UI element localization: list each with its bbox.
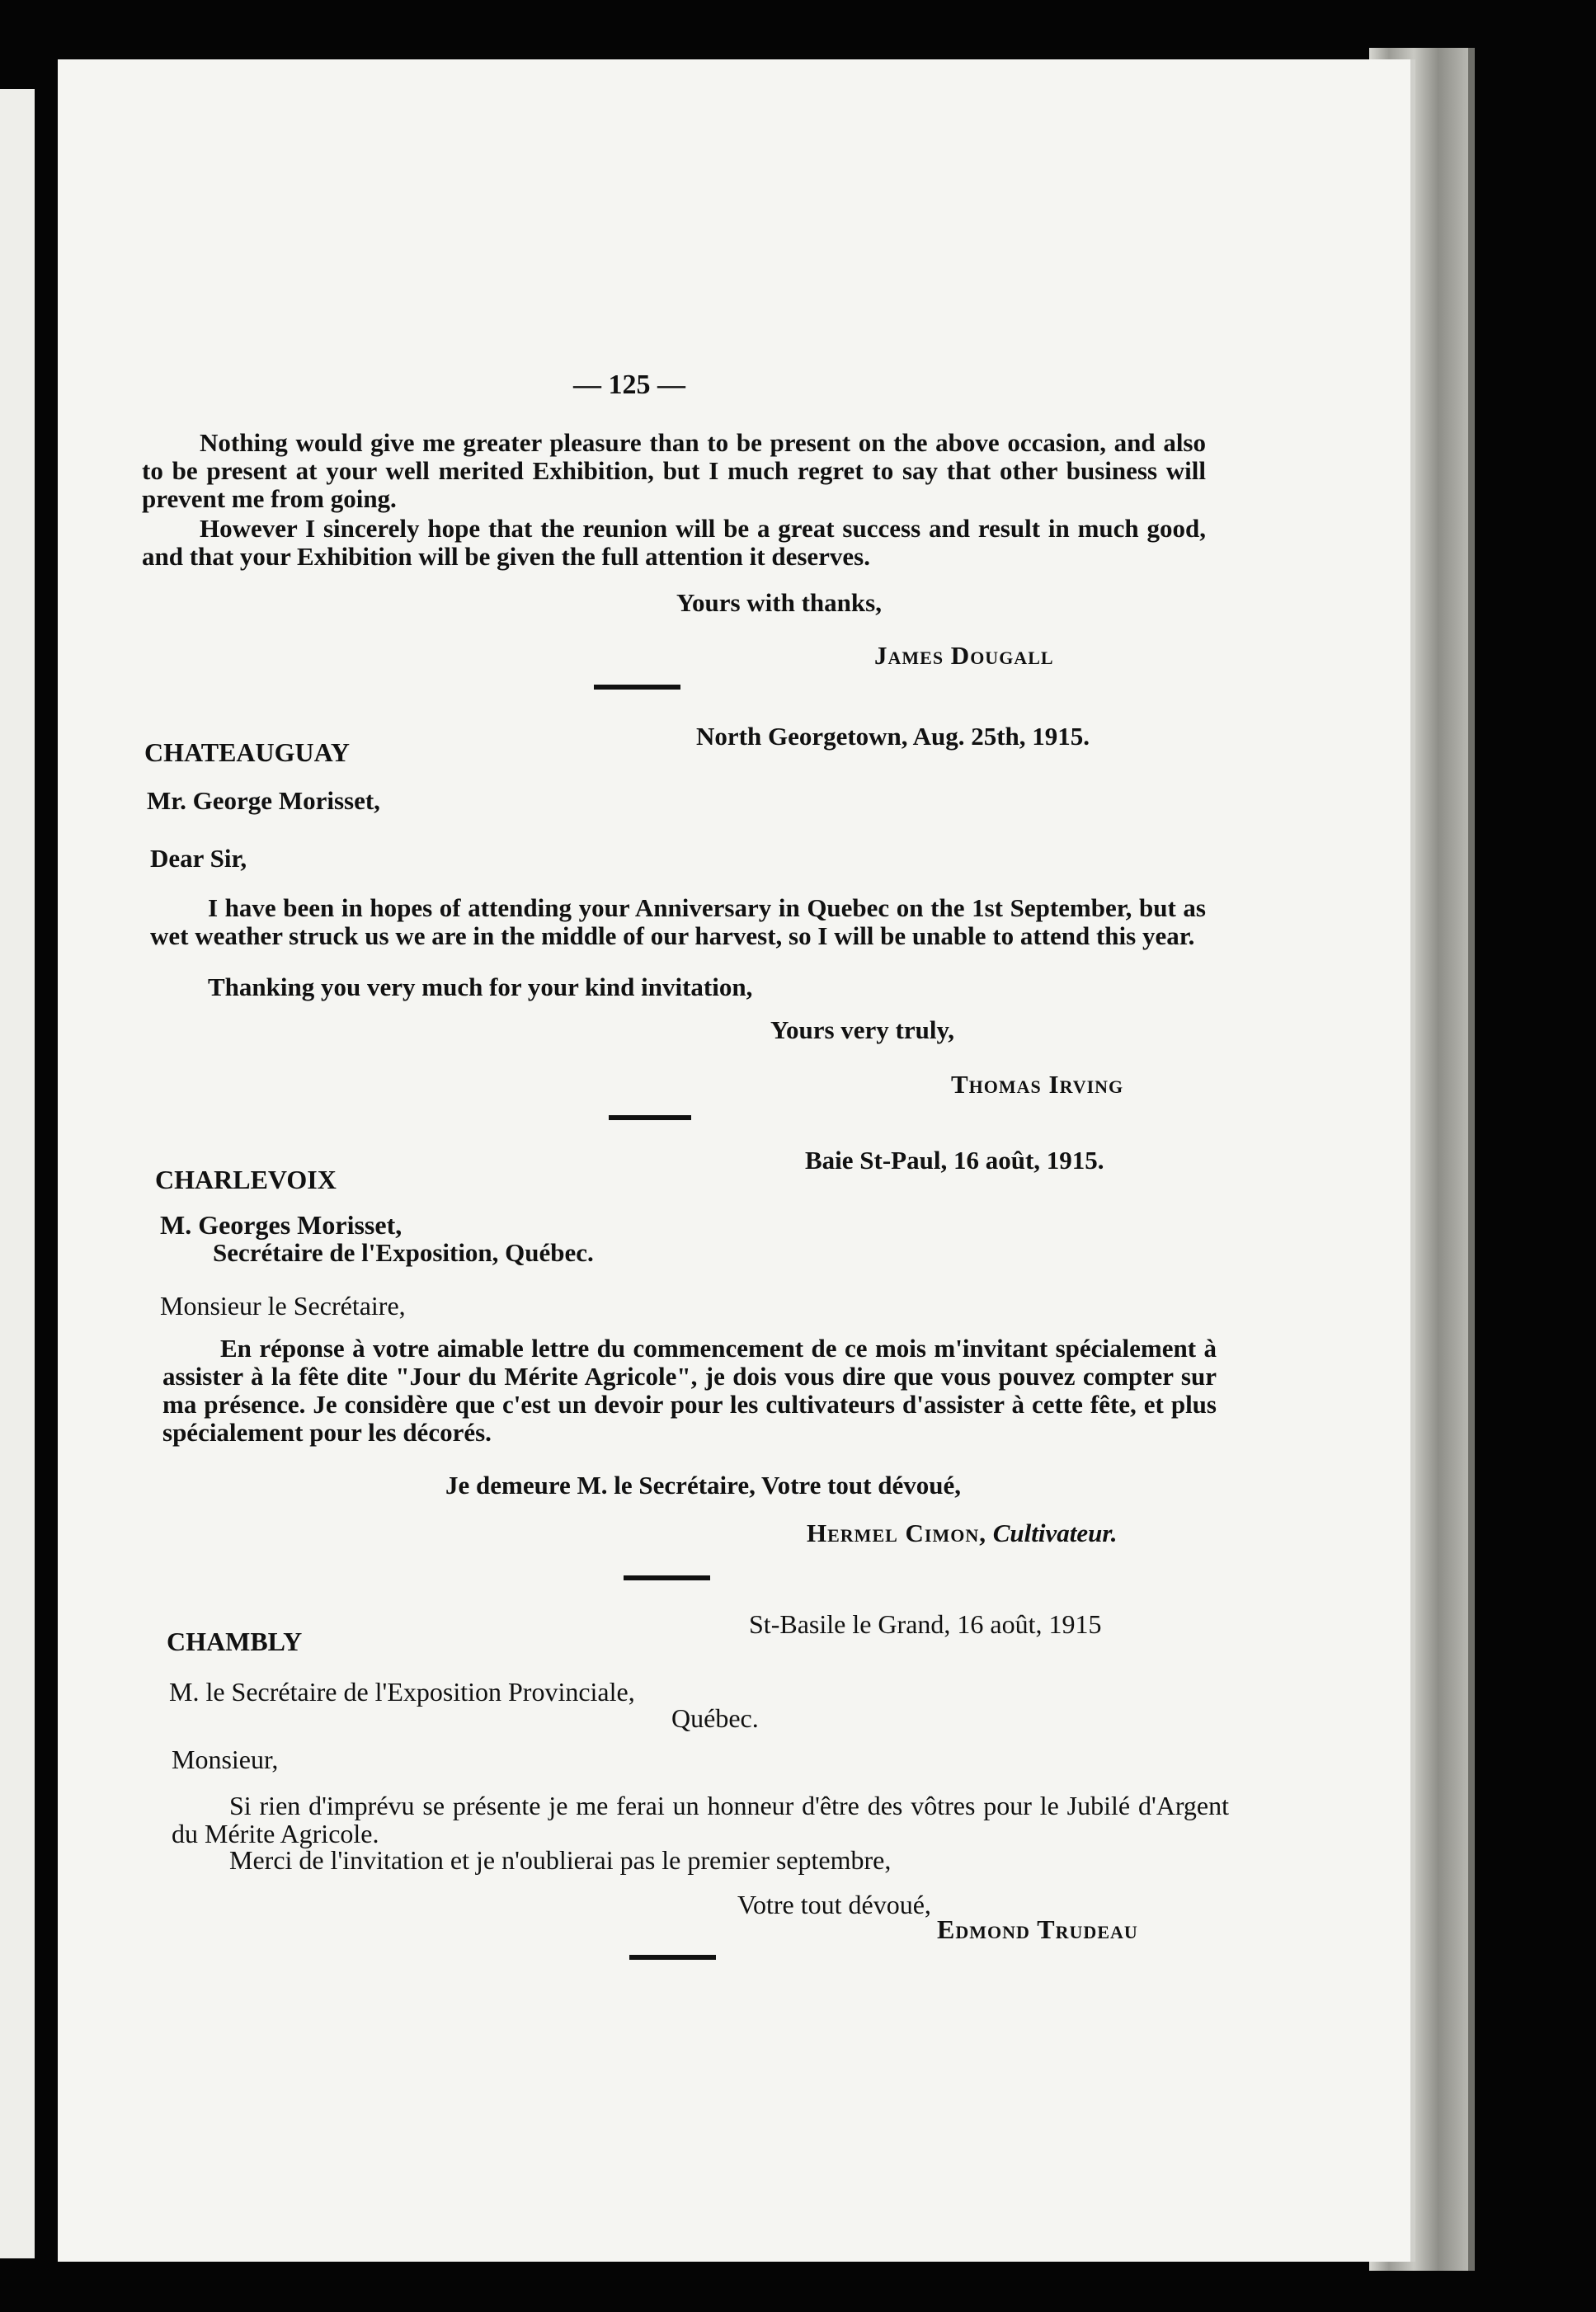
letter3-closing: Je demeure M. le Secrétaire, Votre tout dévoué, [445, 1471, 961, 1500]
letter4-paragraph-2: Merci de l'invitation et je n'oublierai pas le premier septembre, [229, 1845, 892, 1875]
letter4-recipient-city: Québec. [671, 1703, 759, 1733]
separator-rule-1 [594, 685, 680, 690]
letter4-signature: Edmond Trudeau [937, 1914, 1138, 1944]
separator-rule-2 [609, 1115, 691, 1120]
letter2-paragraph-2: Thanking you very much for your kind invitation, [208, 972, 753, 1001]
letter4-county: CHAMBLY [167, 1627, 303, 1656]
letter4-paragraph-1: Si rien d'imprévu se présente je me ferai un honneur d'être des vôtres pour le Jubilé d'Argent du Mérite Agricole. [172, 1791, 1229, 1848]
letter4-salutation: Monsieur, [172, 1745, 279, 1774]
letter3-recipient: M. Georges Morisset, [160, 1210, 403, 1240]
letter2-salutation: Dear Sir, [150, 844, 247, 873]
letter4-recipient: M. le Secrétaire de l'Exposition Provinciale, [169, 1677, 635, 1707]
letter2-paragraph-1: I have been in hopes of attending your Anniversary in Quebec on the 1st September, but as wet weather struck us we are in the middle of our harvest, so I will be unable to attend this year. [150, 893, 1206, 950]
letter4-place-date: St-Basile le Grand, 16 août, 1915 [749, 1609, 1102, 1639]
page-number: — 125 — [573, 370, 685, 400]
letter3-county: CHARLEVOIX [155, 1165, 337, 1194]
letter3-salutation: Monsieur le Secrétaire, [160, 1291, 406, 1321]
separator-rule-3 [624, 1575, 710, 1580]
letter2-county: CHATEAUGUAY [144, 737, 350, 767]
letter2-signature: Thomas Irving [951, 1070, 1124, 1099]
letter3-recipient-title: Secrétaire de l'Exposition, Québec. [213, 1238, 594, 1267]
letter2-recipient: Mr. George Morisset, [147, 786, 380, 815]
book-page [58, 59, 1410, 2262]
letter1-closing: Yours with thanks, [676, 588, 882, 617]
letter2-closing: Yours very truly, [770, 1015, 955, 1044]
letter3-signature: Hermel Cimon, [807, 1519, 986, 1547]
letter3-place-date: Baie St-Paul, 16 août, 1915. [805, 1146, 1104, 1175]
separator-rule-4 [629, 1955, 716, 1960]
letter3-signature-role: Cultivateur. [992, 1519, 1118, 1547]
letter2-place-date: North Georgetown, Aug. 25th, 1915. [696, 722, 1090, 751]
facing-page-edge [0, 89, 35, 2258]
letter4-closing: Votre tout dévoué, [737, 1890, 931, 1919]
letter1-paragraph-1: Nothing would give me greater pleasure than to be present on the above occasion, and also to be present at your well merited Exhibition, but I much regret to say that other business will prevent me from going. [142, 428, 1206, 513]
letter3-signature-line [807, 1519, 1117, 1547]
letter3-paragraph-1: En réponse à votre aimable lettre du commencement de ce mois m'invitant spécialement à assister à la fête dite "Jour du Mérite Agricole", je dois vous dire que vous pouvez compter sur ma présence. Je considère que c'est un devoir pour les cultivateurs d'assister à cette fête, et plus spécialement pour les décorés. [162, 1334, 1217, 1447]
letter1-paragraph-2: However I sincerely hope that the reunion will be a great success and result in much good, and that your Exhibition will be given the full attention it deserves. [142, 514, 1206, 571]
letter1-signature: James Dougall [874, 641, 1054, 670]
